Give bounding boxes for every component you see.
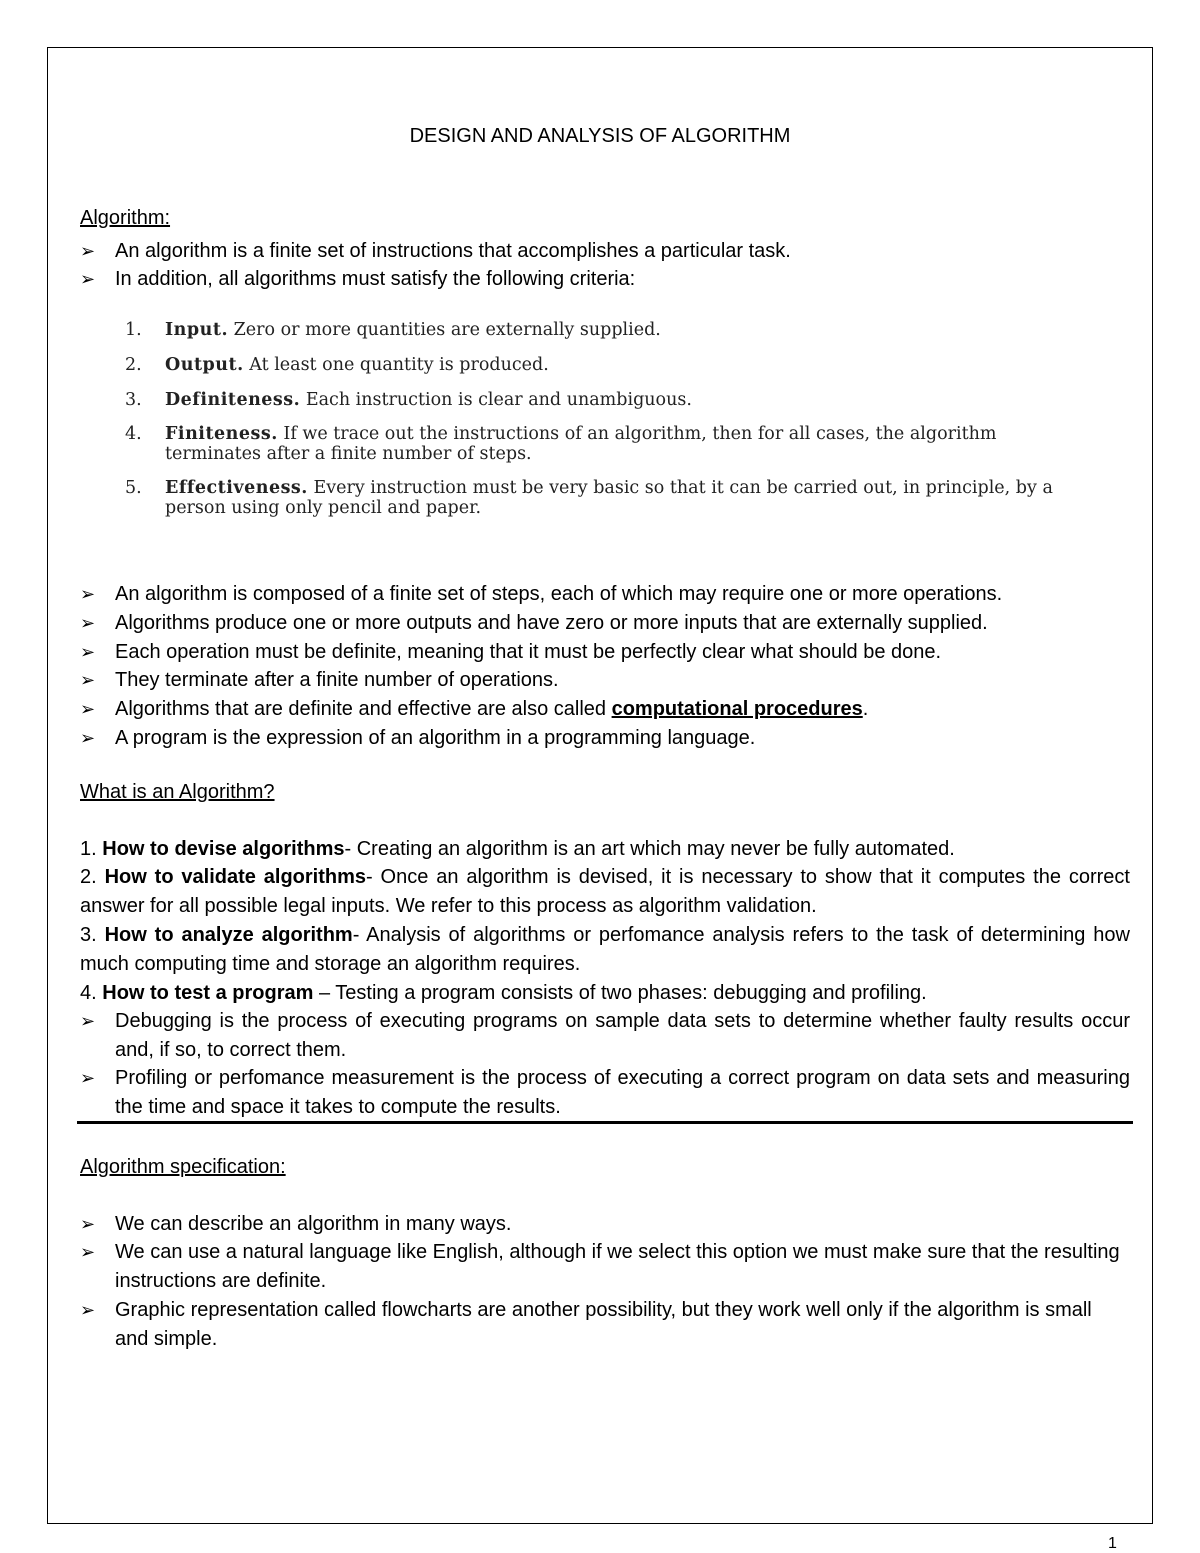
arrow-bullet-icon: ➢ <box>80 1011 96 1032</box>
arrow-bullet-icon: ➢ <box>80 699 96 720</box>
bullet-item: ➢ We can describe an algorithm in many ways. <box>80 1210 1130 1239</box>
bullet-item: ➢ Algorithms that are definite and effective are also called computational procedures. <box>80 695 1130 724</box>
criterion-term: Definiteness. <box>165 390 301 410</box>
criterion-term: Input. <box>165 320 229 340</box>
bullet-item: ➢ A program is the expression of an algorithm in a programming language. <box>80 724 1130 753</box>
numbered-paragraph: 4. How to test a program – Testing a program consists of two phases: debugging and profiling. <box>80 982 927 1004</box>
criterion-term: Output. <box>165 355 244 375</box>
numbered-paragraph: 2. How to validate algorithms- Once an algorithm is devised, it is necessary to show that it computes the correct answer for all possible legal inputs. We refer to this process as algorithm validation. <box>80 866 1130 917</box>
criteria-list <box>125 320 1085 518</box>
numbered-paragraph: 3. How to analyze algorithm- Analysis of algorithms or perfomance analysis refers to the task of determining how much computing time and storage an algorithm requires. <box>80 924 1130 975</box>
arrow-bullet-icon: ➢ <box>80 1068 96 1089</box>
arrow-bullet-icon: ➢ <box>80 670 96 691</box>
criterion-item: 2. Output. At least one quantity is produced. <box>125 355 549 375</box>
arrow-bullet-icon: ➢ <box>80 584 96 605</box>
arrow-bullet-icon: ➢ <box>80 1242 96 1263</box>
arrow-bullet-icon: ➢ <box>80 642 96 663</box>
criterion-item: 1. Input. Zero or more quantities are externally supplied. <box>125 320 661 340</box>
numbered-paragraph: 1. How to devise algorithms- Creating an algorithm is an art which may never be fully automated. <box>80 838 955 860</box>
arrow-bullet-icon: ➢ <box>80 613 96 634</box>
bullet-item: ➢ In addition, all algorithms must satisfy the following criteria: <box>80 265 1130 294</box>
arrow-bullet-icon: ➢ <box>80 728 96 749</box>
document-title: DESIGN AND ANALYSIS OF ALGORITHM <box>409 125 791 147</box>
bullet-item: ➢ Graphic representation called flowcharts are another possibility, but they work well only if the algorithm is small and simple. <box>80 1296 1130 1354</box>
arrow-bullet-icon: ➢ <box>80 269 96 290</box>
criterion-term: Effectiveness. <box>165 478 308 498</box>
bullet-item: ➢ Each operation must be definite, meaning that it must be perfectly clear what should be done. <box>80 638 1130 667</box>
heading-algorithm-specification: Algorithm specification: <box>80 1156 286 1178</box>
page-number: 1 <box>1108 1535 1117 1552</box>
numbered-term: How to analyze algorithm <box>104 924 353 946</box>
heading-algorithm: Algorithm: <box>80 207 171 229</box>
computational-procedures-term: computational procedures <box>611 698 863 720</box>
criterion-term: Finiteness. <box>165 424 278 444</box>
bullet-item: ➢ We can use a natural language like English, although if we select this option we must make sure that the resulting instructions are definite. <box>80 1238 1130 1296</box>
criterion-item: 4. Finiteness. If we trace out the instructions of an algorithm, then for all cases, the algorithm terminates after a finite number of steps. <box>125 424 997 464</box>
numbered-term: How to devise algorithms <box>102 838 345 860</box>
bullet-item: ➢ Profiling or perfomance measurement is the process of executing a correct program on data sets and measuring the time and space it takes to compute the results. <box>80 1064 1130 1122</box>
section-divider <box>77 1121 1133 1124</box>
bullet-item: ➢ They terminate after a finite number of operations. <box>80 666 1130 695</box>
arrow-bullet-icon: ➢ <box>80 1214 96 1235</box>
criterion-item: 5. Effectiveness. Every instruction must be very basic so that it can be carried out, in principle, by a person using only pencil and paper. <box>125 478 1053 518</box>
bullet-item: ➢ An algorithm is a finite set of instructions that accomplishes a particular task. <box>80 237 1130 266</box>
numbered-term: How to test a program <box>102 982 314 1004</box>
bullet-item: ➢ Algorithms produce one or more outputs and have zero or more inputs that are externally supplied. <box>80 609 1130 638</box>
bullet-item: ➢ An algorithm is composed of a finite set of steps, each of which may require one or more operations. <box>80 580 1130 609</box>
criterion-item: 3. Definiteness. Each instruction is clear and unambiguous. <box>125 390 692 410</box>
arrow-bullet-icon: ➢ <box>80 1300 96 1321</box>
bullet-item: ➢ Debugging is the process of executing programs on sample data sets to determine whether faulty results occur and, if so, to correct them. <box>80 1007 1130 1065</box>
heading-what-is-an-algorithm: What is an Algorithm? <box>80 781 275 803</box>
arrow-bullet-icon: ➢ <box>80 241 96 262</box>
numbered-term: How to validate algorithms <box>104 866 366 888</box>
